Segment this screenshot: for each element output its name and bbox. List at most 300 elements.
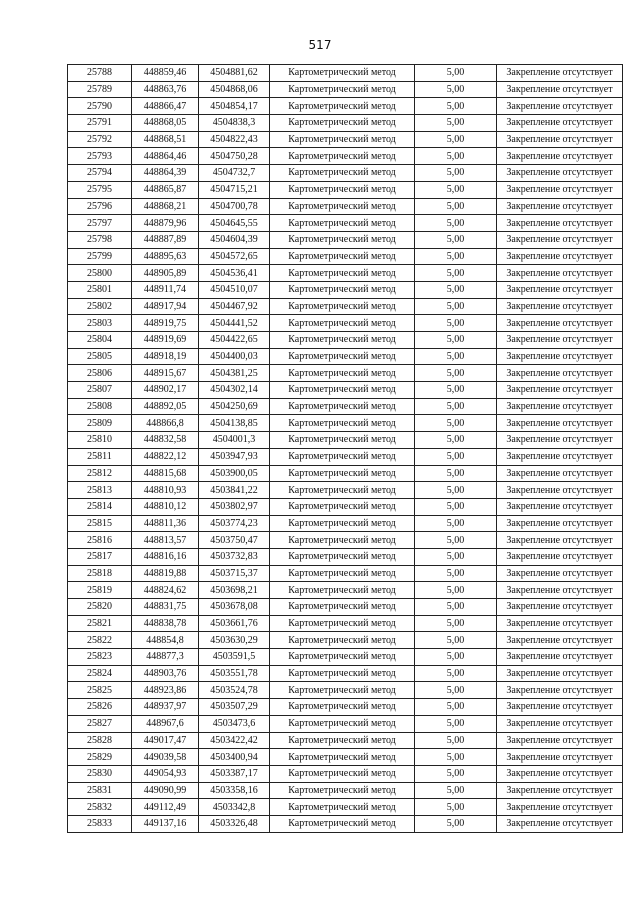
point-number-cell: 25811 — [68, 448, 132, 465]
point-number-cell: 25788 — [68, 65, 132, 82]
accuracy-cell: 5,00 — [415, 599, 497, 616]
x-coordinate-cell: 448879,96 — [132, 215, 199, 232]
table-row — [68, 215, 623, 232]
y-coordinate-cell: 4503774,23 — [199, 515, 270, 532]
fixing-description-cell: Закрепление отсутствует — [497, 782, 623, 799]
table-row — [68, 799, 623, 816]
table-row — [68, 65, 623, 82]
accuracy-cell: 5,00 — [415, 248, 497, 265]
table-row — [68, 498, 623, 515]
point-number-cell: 25794 — [68, 165, 132, 182]
x-coordinate-cell: 449054,93 — [132, 765, 199, 782]
accuracy-cell: 5,00 — [415, 715, 497, 732]
fixing-description-cell: Закрепление отсутствует — [497, 632, 623, 649]
point-number-cell: 25802 — [68, 298, 132, 315]
point-number-cell: 25799 — [68, 248, 132, 265]
method-cell: Картометрический метод — [270, 699, 415, 716]
fixing-description-cell: Закрепление отсутствует — [497, 398, 623, 415]
point-number-cell: 25833 — [68, 815, 132, 832]
point-number-cell: 25823 — [68, 649, 132, 666]
x-coordinate-cell: 448919,69 — [132, 332, 199, 349]
x-coordinate-cell: 448824,62 — [132, 582, 199, 599]
method-cell: Картометрический метод — [270, 815, 415, 832]
y-coordinate-cell: 4503947,93 — [199, 448, 270, 465]
table-row — [68, 382, 623, 399]
method-cell: Картометрический метод — [270, 782, 415, 799]
accuracy-cell: 5,00 — [415, 315, 497, 332]
accuracy-cell: 5,00 — [415, 532, 497, 549]
point-number-cell: 25806 — [68, 365, 132, 382]
accuracy-cell: 5,00 — [415, 98, 497, 115]
point-number-cell: 25815 — [68, 515, 132, 532]
x-coordinate-cell: 448902,17 — [132, 382, 199, 399]
y-coordinate-cell: 4504715,21 — [199, 181, 270, 198]
y-coordinate-cell: 4504138,85 — [199, 415, 270, 432]
point-number-cell: 25822 — [68, 632, 132, 649]
method-cell: Картометрический метод — [270, 482, 415, 499]
y-coordinate-cell: 4504750,28 — [199, 148, 270, 165]
table-row — [68, 532, 623, 549]
table-row — [68, 432, 623, 449]
table-row — [68, 148, 623, 165]
x-coordinate-cell: 448868,05 — [132, 115, 199, 132]
point-number-cell: 25798 — [68, 231, 132, 248]
y-coordinate-cell: 4503732,83 — [199, 548, 270, 565]
accuracy-cell: 5,00 — [415, 632, 497, 649]
x-coordinate-cell: 448838,78 — [132, 615, 199, 632]
x-coordinate-cell: 448864,46 — [132, 148, 199, 165]
y-coordinate-cell: 4503900,05 — [199, 465, 270, 482]
table-row — [68, 465, 623, 482]
accuracy-cell: 5,00 — [415, 65, 497, 82]
x-coordinate-cell: 448919,75 — [132, 315, 199, 332]
y-coordinate-cell: 4503551,78 — [199, 665, 270, 682]
y-coordinate-cell: 4504510,07 — [199, 281, 270, 298]
page-number: 517 — [308, 38, 332, 52]
x-coordinate-cell: 449090,99 — [132, 782, 199, 799]
y-coordinate-cell: 4504854,17 — [199, 98, 270, 115]
x-coordinate-cell: 449137,16 — [132, 815, 199, 832]
y-coordinate-cell: 4503400,94 — [199, 749, 270, 766]
table-row — [68, 815, 623, 832]
accuracy-cell: 5,00 — [415, 799, 497, 816]
table-row — [68, 715, 623, 732]
fixing-description-cell: Закрепление отсутствует — [497, 665, 623, 682]
method-cell: Картометрический метод — [270, 65, 415, 82]
point-number-cell: 25803 — [68, 315, 132, 332]
x-coordinate-cell: 448854,8 — [132, 632, 199, 649]
table-row — [68, 649, 623, 666]
x-coordinate-cell: 448887,89 — [132, 231, 199, 248]
y-coordinate-cell: 4504881,62 — [199, 65, 270, 82]
y-coordinate-cell: 4504572,65 — [199, 248, 270, 265]
method-cell: Картометрический метод — [270, 315, 415, 332]
y-coordinate-cell: 4504400,03 — [199, 348, 270, 365]
accuracy-cell: 5,00 — [415, 398, 497, 415]
x-coordinate-cell: 448923,86 — [132, 682, 199, 699]
method-cell: Картометрический метод — [270, 165, 415, 182]
point-number-cell: 25807 — [68, 382, 132, 399]
accuracy-cell: 5,00 — [415, 665, 497, 682]
fixing-description-cell: Закрепление отсутствует — [497, 715, 623, 732]
table-row — [68, 298, 623, 315]
x-coordinate-cell: 448832,58 — [132, 432, 199, 449]
table-row — [68, 165, 623, 182]
x-coordinate-cell: 448868,21 — [132, 198, 199, 215]
table-row — [68, 348, 623, 365]
fixing-description-cell: Закрепление отсутствует — [497, 348, 623, 365]
fixing-description-cell: Закрепление отсутствует — [497, 565, 623, 582]
y-coordinate-cell: 4503678,08 — [199, 599, 270, 616]
accuracy-cell: 5,00 — [415, 682, 497, 699]
fixing-description-cell: Закрепление отсутствует — [497, 415, 623, 432]
fixing-description-cell: Закрепление отсутствует — [497, 482, 623, 499]
method-cell: Картометрический метод — [270, 248, 415, 265]
y-coordinate-cell: 4504422,65 — [199, 332, 270, 349]
point-number-cell: 25820 — [68, 599, 132, 616]
table-row — [68, 548, 623, 565]
accuracy-cell: 5,00 — [415, 815, 497, 832]
x-coordinate-cell: 448813,57 — [132, 532, 199, 549]
method-cell: Картометрический метод — [270, 749, 415, 766]
accuracy-cell: 5,00 — [415, 782, 497, 799]
fixing-description-cell: Закрепление отсутствует — [497, 131, 623, 148]
accuracy-cell: 5,00 — [415, 365, 497, 382]
point-number-cell: 25814 — [68, 498, 132, 515]
y-coordinate-cell: 4504001,3 — [199, 432, 270, 449]
accuracy-cell: 5,00 — [415, 131, 497, 148]
method-cell: Картометрический метод — [270, 348, 415, 365]
method-cell: Картометрический метод — [270, 432, 415, 449]
method-cell: Картометрический метод — [270, 615, 415, 632]
fixing-description-cell: Закрепление отсутствует — [497, 382, 623, 399]
table-row — [68, 281, 623, 298]
fixing-description-cell: Закрепление отсутствует — [497, 749, 623, 766]
table-row — [68, 615, 623, 632]
method-cell: Картометрический метод — [270, 732, 415, 749]
x-coordinate-cell: 448903,76 — [132, 665, 199, 682]
table-row — [68, 98, 623, 115]
fixing-description-cell: Закрепление отсутствует — [497, 615, 623, 632]
accuracy-cell: 5,00 — [415, 765, 497, 782]
method-cell: Картометрический метод — [270, 265, 415, 282]
method-cell: Картометрический метод — [270, 532, 415, 549]
point-number-cell: 25818 — [68, 565, 132, 582]
point-number-cell: 25812 — [68, 465, 132, 482]
y-coordinate-cell: 4503715,37 — [199, 565, 270, 582]
coordinates-table — [67, 64, 623, 833]
fixing-description-cell: Закрепление отсутствует — [497, 465, 623, 482]
fixing-description-cell: Закрепление отсутствует — [497, 515, 623, 532]
method-cell: Картометрический метод — [270, 448, 415, 465]
accuracy-cell: 5,00 — [415, 348, 497, 365]
table-row — [68, 749, 623, 766]
point-number-cell: 25816 — [68, 532, 132, 549]
y-coordinate-cell: 4504536,41 — [199, 265, 270, 282]
table-row — [68, 582, 623, 599]
x-coordinate-cell: 448911,74 — [132, 281, 199, 298]
table-row — [68, 732, 623, 749]
accuracy-cell: 5,00 — [415, 181, 497, 198]
y-coordinate-cell: 4503524,78 — [199, 682, 270, 699]
x-coordinate-cell: 448816,16 — [132, 548, 199, 565]
fixing-description-cell: Закрепление отсутствует — [497, 81, 623, 98]
fixing-description-cell: Закрепление отсутствует — [497, 298, 623, 315]
accuracy-cell: 5,00 — [415, 281, 497, 298]
point-number-cell: 25826 — [68, 699, 132, 716]
method-cell: Картометрический метод — [270, 498, 415, 515]
fixing-description-cell: Закрепление отсутствует — [497, 165, 623, 182]
accuracy-cell: 5,00 — [415, 465, 497, 482]
fixing-description-cell: Закрепление отсутствует — [497, 198, 623, 215]
table-row — [68, 131, 623, 148]
x-coordinate-cell: 449112,49 — [132, 799, 199, 816]
table-row — [68, 565, 623, 582]
table-row — [68, 365, 623, 382]
x-coordinate-cell: 448865,87 — [132, 181, 199, 198]
method-cell: Картометрический метод — [270, 398, 415, 415]
fixing-description-cell: Закрепление отсутствует — [497, 699, 623, 716]
fixing-description-cell: Закрепление отсутствует — [497, 432, 623, 449]
fixing-description-cell: Закрепление отсутствует — [497, 532, 623, 549]
y-coordinate-cell: 4503750,47 — [199, 532, 270, 549]
fixing-description-cell: Закрепление отсутствует — [497, 98, 623, 115]
fixing-description-cell: Закрепление отсутствует — [497, 649, 623, 666]
point-number-cell: 25828 — [68, 732, 132, 749]
method-cell: Картометрический метод — [270, 632, 415, 649]
point-number-cell: 25824 — [68, 665, 132, 682]
table-row — [68, 248, 623, 265]
point-number-cell: 25797 — [68, 215, 132, 232]
y-coordinate-cell: 4504700,78 — [199, 198, 270, 215]
x-coordinate-cell: 448831,75 — [132, 599, 199, 616]
method-cell: Картометрический метод — [270, 799, 415, 816]
point-number-cell: 25805 — [68, 348, 132, 365]
y-coordinate-cell: 4504645,55 — [199, 215, 270, 232]
method-cell: Картометрический метод — [270, 515, 415, 532]
y-coordinate-cell: 4503326,48 — [199, 815, 270, 832]
accuracy-cell: 5,00 — [415, 699, 497, 716]
method-cell: Картометрический метод — [270, 365, 415, 382]
accuracy-cell: 5,00 — [415, 448, 497, 465]
table-row — [68, 482, 623, 499]
point-number-cell: 25819 — [68, 582, 132, 599]
accuracy-cell: 5,00 — [415, 198, 497, 215]
x-coordinate-cell: 449039,58 — [132, 749, 199, 766]
point-number-cell: 25791 — [68, 115, 132, 132]
x-coordinate-cell: 448866,8 — [132, 415, 199, 432]
method-cell: Картометрический метод — [270, 198, 415, 215]
point-number-cell: 25808 — [68, 398, 132, 415]
x-coordinate-cell: 448905,89 — [132, 265, 199, 282]
accuracy-cell: 5,00 — [415, 732, 497, 749]
point-number-cell: 25795 — [68, 181, 132, 198]
table-row — [68, 315, 623, 332]
y-coordinate-cell: 4504822,43 — [199, 131, 270, 148]
method-cell: Картометрический метод — [270, 649, 415, 666]
point-number-cell: 25817 — [68, 548, 132, 565]
table-row — [68, 699, 623, 716]
accuracy-cell: 5,00 — [415, 582, 497, 599]
y-coordinate-cell: 4504467,92 — [199, 298, 270, 315]
method-cell: Картометрический метод — [270, 582, 415, 599]
point-number-cell: 25789 — [68, 81, 132, 98]
method-cell: Картометрический метод — [270, 415, 415, 432]
table-row — [68, 665, 623, 682]
fixing-description-cell: Закрепление отсутствует — [497, 582, 623, 599]
y-coordinate-cell: 4503342,8 — [199, 799, 270, 816]
x-coordinate-cell: 448967,6 — [132, 715, 199, 732]
table-row — [68, 398, 623, 415]
method-cell: Картометрический метод — [270, 682, 415, 699]
fixing-description-cell: Закрепление отсутствует — [497, 281, 623, 298]
method-cell: Картометрический метод — [270, 332, 415, 349]
x-coordinate-cell: 448810,93 — [132, 482, 199, 499]
accuracy-cell: 5,00 — [415, 115, 497, 132]
table-row — [68, 682, 623, 699]
fixing-description-cell: Закрепление отсутствует — [497, 799, 623, 816]
y-coordinate-cell: 4503358,16 — [199, 782, 270, 799]
fixing-description-cell: Закрепление отсутствует — [497, 215, 623, 232]
method-cell: Картометрический метод — [270, 81, 415, 98]
method-cell: Картометрический метод — [270, 131, 415, 148]
fixing-description-cell: Закрепление отсутствует — [497, 115, 623, 132]
y-coordinate-cell: 4504868,06 — [199, 81, 270, 98]
y-coordinate-cell: 4503591,5 — [199, 649, 270, 666]
method-cell: Картометрический метод — [270, 181, 415, 198]
accuracy-cell: 5,00 — [415, 565, 497, 582]
y-coordinate-cell: 4504838,3 — [199, 115, 270, 132]
y-coordinate-cell: 4504441,52 — [199, 315, 270, 332]
method-cell: Картометрический метод — [270, 465, 415, 482]
x-coordinate-cell: 448864,39 — [132, 165, 199, 182]
accuracy-cell: 5,00 — [415, 81, 497, 98]
method-cell: Картометрический метод — [270, 599, 415, 616]
method-cell: Картометрический метод — [270, 298, 415, 315]
fixing-description-cell: Закрепление отсутствует — [497, 315, 623, 332]
table-row — [68, 265, 623, 282]
table-row — [68, 181, 623, 198]
accuracy-cell: 5,00 — [415, 298, 497, 315]
accuracy-cell: 5,00 — [415, 332, 497, 349]
accuracy-cell: 5,00 — [415, 615, 497, 632]
point-number-cell: 25832 — [68, 799, 132, 816]
accuracy-cell: 5,00 — [415, 482, 497, 499]
fixing-description-cell: Закрепление отсутствует — [497, 732, 623, 749]
x-coordinate-cell: 448918,19 — [132, 348, 199, 365]
table-row — [68, 231, 623, 248]
x-coordinate-cell: 448815,68 — [132, 465, 199, 482]
method-cell: Картометрический метод — [270, 215, 415, 232]
y-coordinate-cell: 4504250,69 — [199, 398, 270, 415]
table-row — [68, 765, 623, 782]
table-row — [68, 515, 623, 532]
table-row — [68, 599, 623, 616]
fixing-description-cell: Закрепление отсутствует — [497, 65, 623, 82]
fixing-description-cell: Закрепление отсутствует — [497, 815, 623, 832]
table-row — [68, 415, 623, 432]
y-coordinate-cell: 4504302,14 — [199, 382, 270, 399]
y-coordinate-cell: 4503387,17 — [199, 765, 270, 782]
fixing-description-cell: Закрепление отсутствует — [497, 332, 623, 349]
x-coordinate-cell: 448917,94 — [132, 298, 199, 315]
point-number-cell: 25804 — [68, 332, 132, 349]
fixing-description-cell: Закрепление отсутствует — [497, 498, 623, 515]
method-cell: Картометрический метод — [270, 565, 415, 582]
point-number-cell: 25825 — [68, 682, 132, 699]
coordinates-table-body — [68, 65, 623, 833]
table-row — [68, 632, 623, 649]
accuracy-cell: 5,00 — [415, 215, 497, 232]
fixing-description-cell: Закрепление отсутствует — [497, 365, 623, 382]
point-number-cell: 25809 — [68, 415, 132, 432]
point-number-cell: 25790 — [68, 98, 132, 115]
table-row — [68, 115, 623, 132]
x-coordinate-cell: 448866,47 — [132, 98, 199, 115]
x-coordinate-cell: 448892,05 — [132, 398, 199, 415]
accuracy-cell: 5,00 — [415, 165, 497, 182]
fixing-description-cell: Закрепление отсутствует — [497, 548, 623, 565]
point-number-cell: 25813 — [68, 482, 132, 499]
x-coordinate-cell: 448877,3 — [132, 649, 199, 666]
x-coordinate-cell: 448895,63 — [132, 248, 199, 265]
y-coordinate-cell: 4503802,97 — [199, 498, 270, 515]
x-coordinate-cell: 448811,36 — [132, 515, 199, 532]
accuracy-cell: 5,00 — [415, 148, 497, 165]
y-coordinate-cell: 4503473,6 — [199, 715, 270, 732]
point-number-cell: 25821 — [68, 615, 132, 632]
x-coordinate-cell: 448810,12 — [132, 498, 199, 515]
method-cell: Картометрический метод — [270, 231, 415, 248]
accuracy-cell: 5,00 — [415, 432, 497, 449]
table-row — [68, 198, 623, 215]
point-number-cell: 25810 — [68, 432, 132, 449]
point-number-cell: 25829 — [68, 749, 132, 766]
y-coordinate-cell: 4503841,22 — [199, 482, 270, 499]
fixing-description-cell: Закрепление отсутствует — [497, 181, 623, 198]
point-number-cell: 25800 — [68, 265, 132, 282]
y-coordinate-cell: 4503661,76 — [199, 615, 270, 632]
fixing-description-cell: Закрепление отсутствует — [497, 148, 623, 165]
fixing-description-cell: Закрепление отсутствует — [497, 765, 623, 782]
x-coordinate-cell: 448859,46 — [132, 65, 199, 82]
point-number-cell: 25830 — [68, 765, 132, 782]
method-cell: Картометрический метод — [270, 382, 415, 399]
x-coordinate-cell: 448863,76 — [132, 81, 199, 98]
method-cell: Картометрический метод — [270, 715, 415, 732]
table-row — [68, 448, 623, 465]
fixing-description-cell: Закрепление отсутствует — [497, 682, 623, 699]
method-cell: Картометрический метод — [270, 98, 415, 115]
y-coordinate-cell: 4504732,7 — [199, 165, 270, 182]
point-number-cell: 25792 — [68, 131, 132, 148]
x-coordinate-cell: 448868,51 — [132, 131, 199, 148]
x-coordinate-cell: 448915,67 — [132, 365, 199, 382]
point-number-cell: 25801 — [68, 281, 132, 298]
fixing-description-cell: Закрепление отсутствует — [497, 231, 623, 248]
table-row — [68, 782, 623, 799]
accuracy-cell: 5,00 — [415, 548, 497, 565]
fixing-description-cell: Закрепление отсутствует — [497, 265, 623, 282]
fixing-description-cell: Закрепление отсутствует — [497, 248, 623, 265]
point-number-cell: 25796 — [68, 198, 132, 215]
method-cell: Картометрический метод — [270, 765, 415, 782]
accuracy-cell: 5,00 — [415, 649, 497, 666]
y-coordinate-cell: 4503630,29 — [199, 632, 270, 649]
table-row — [68, 81, 623, 98]
fixing-description-cell: Закрепление отсутствует — [497, 448, 623, 465]
accuracy-cell: 5,00 — [415, 515, 497, 532]
